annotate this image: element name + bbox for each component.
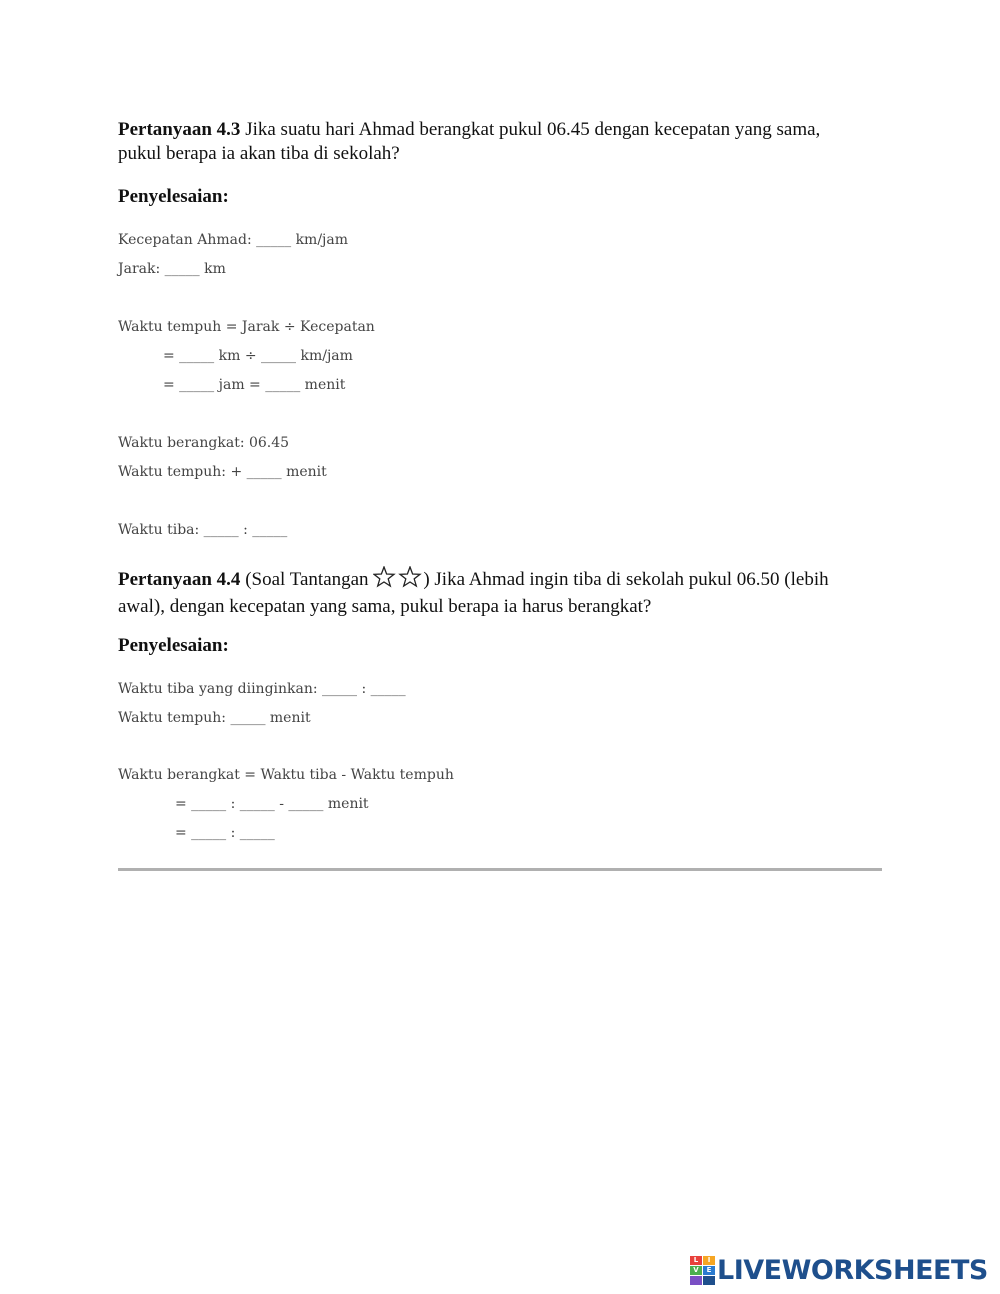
question-4-3 <box>118 118 868 166</box>
question-text: (Soal Tantangan <box>240 569 374 590</box>
desired-arrival-line: Waktu tiba yang diinginkan: _____ : _____ <box>118 681 406 697</box>
question-text: ) Jika Ahmad ingin tiba di sekolah pukul 06.50 (lebih <box>423 569 829 590</box>
travel-time-line: Waktu tempuh: + _____ menit <box>118 464 327 480</box>
travel-time-line: Waktu tempuh: _____ menit <box>118 710 311 726</box>
section-divider <box>118 868 882 871</box>
solution-heading: Penyelesaian: <box>118 635 229 656</box>
formula-step-1: = _____ : _____ - _____ menit <box>175 796 369 812</box>
formula-line: Waktu tempuh = Jarak ÷ Kecepatan <box>118 319 375 335</box>
star-icon <box>373 566 423 588</box>
distance-line: Jarak: _____ km <box>118 261 226 277</box>
question-label: Pertanyaan 4.3 <box>118 119 241 140</box>
question-text: pukul berapa ia akan tiba di sekolah? <box>118 143 400 164</box>
logo-mark-icon: L I V E <box>690 1256 714 1284</box>
formula-step-2: = _____ : _____ <box>175 825 275 841</box>
formula-step-1: = _____ km ÷ _____ km/jam <box>163 348 353 364</box>
two-star-outline-icons <box>373 566 423 595</box>
formula-line: Waktu berangkat = Waktu tiba - Waktu tempuh <box>118 767 454 783</box>
solution-heading: Penyelesaian: <box>118 186 229 207</box>
question-4-4 <box>118 566 868 619</box>
question-text: awal), dengan kecepatan yang sama, pukul berapa ia harus berangkat? <box>118 596 652 617</box>
liveworksheets-logo <box>690 1253 988 1287</box>
arrival-line: Waktu tiba: _____ : _____ <box>118 522 288 538</box>
question-label: Pertanyaan 4.4 <box>118 569 241 590</box>
departure-line: Waktu berangkat: 06.45 <box>118 435 290 451</box>
logo-text: LIVEWORKSHEETS <box>717 1254 988 1286</box>
formula-step-2: = _____ jam = _____ menit <box>163 377 346 393</box>
question-text: Jika suatu hari Ahmad berangkat pukul 06.45 dengan kecepatan yang sama, <box>240 119 821 140</box>
speed-line: Kecepatan Ahmad: _____ km/jam <box>118 232 349 248</box>
